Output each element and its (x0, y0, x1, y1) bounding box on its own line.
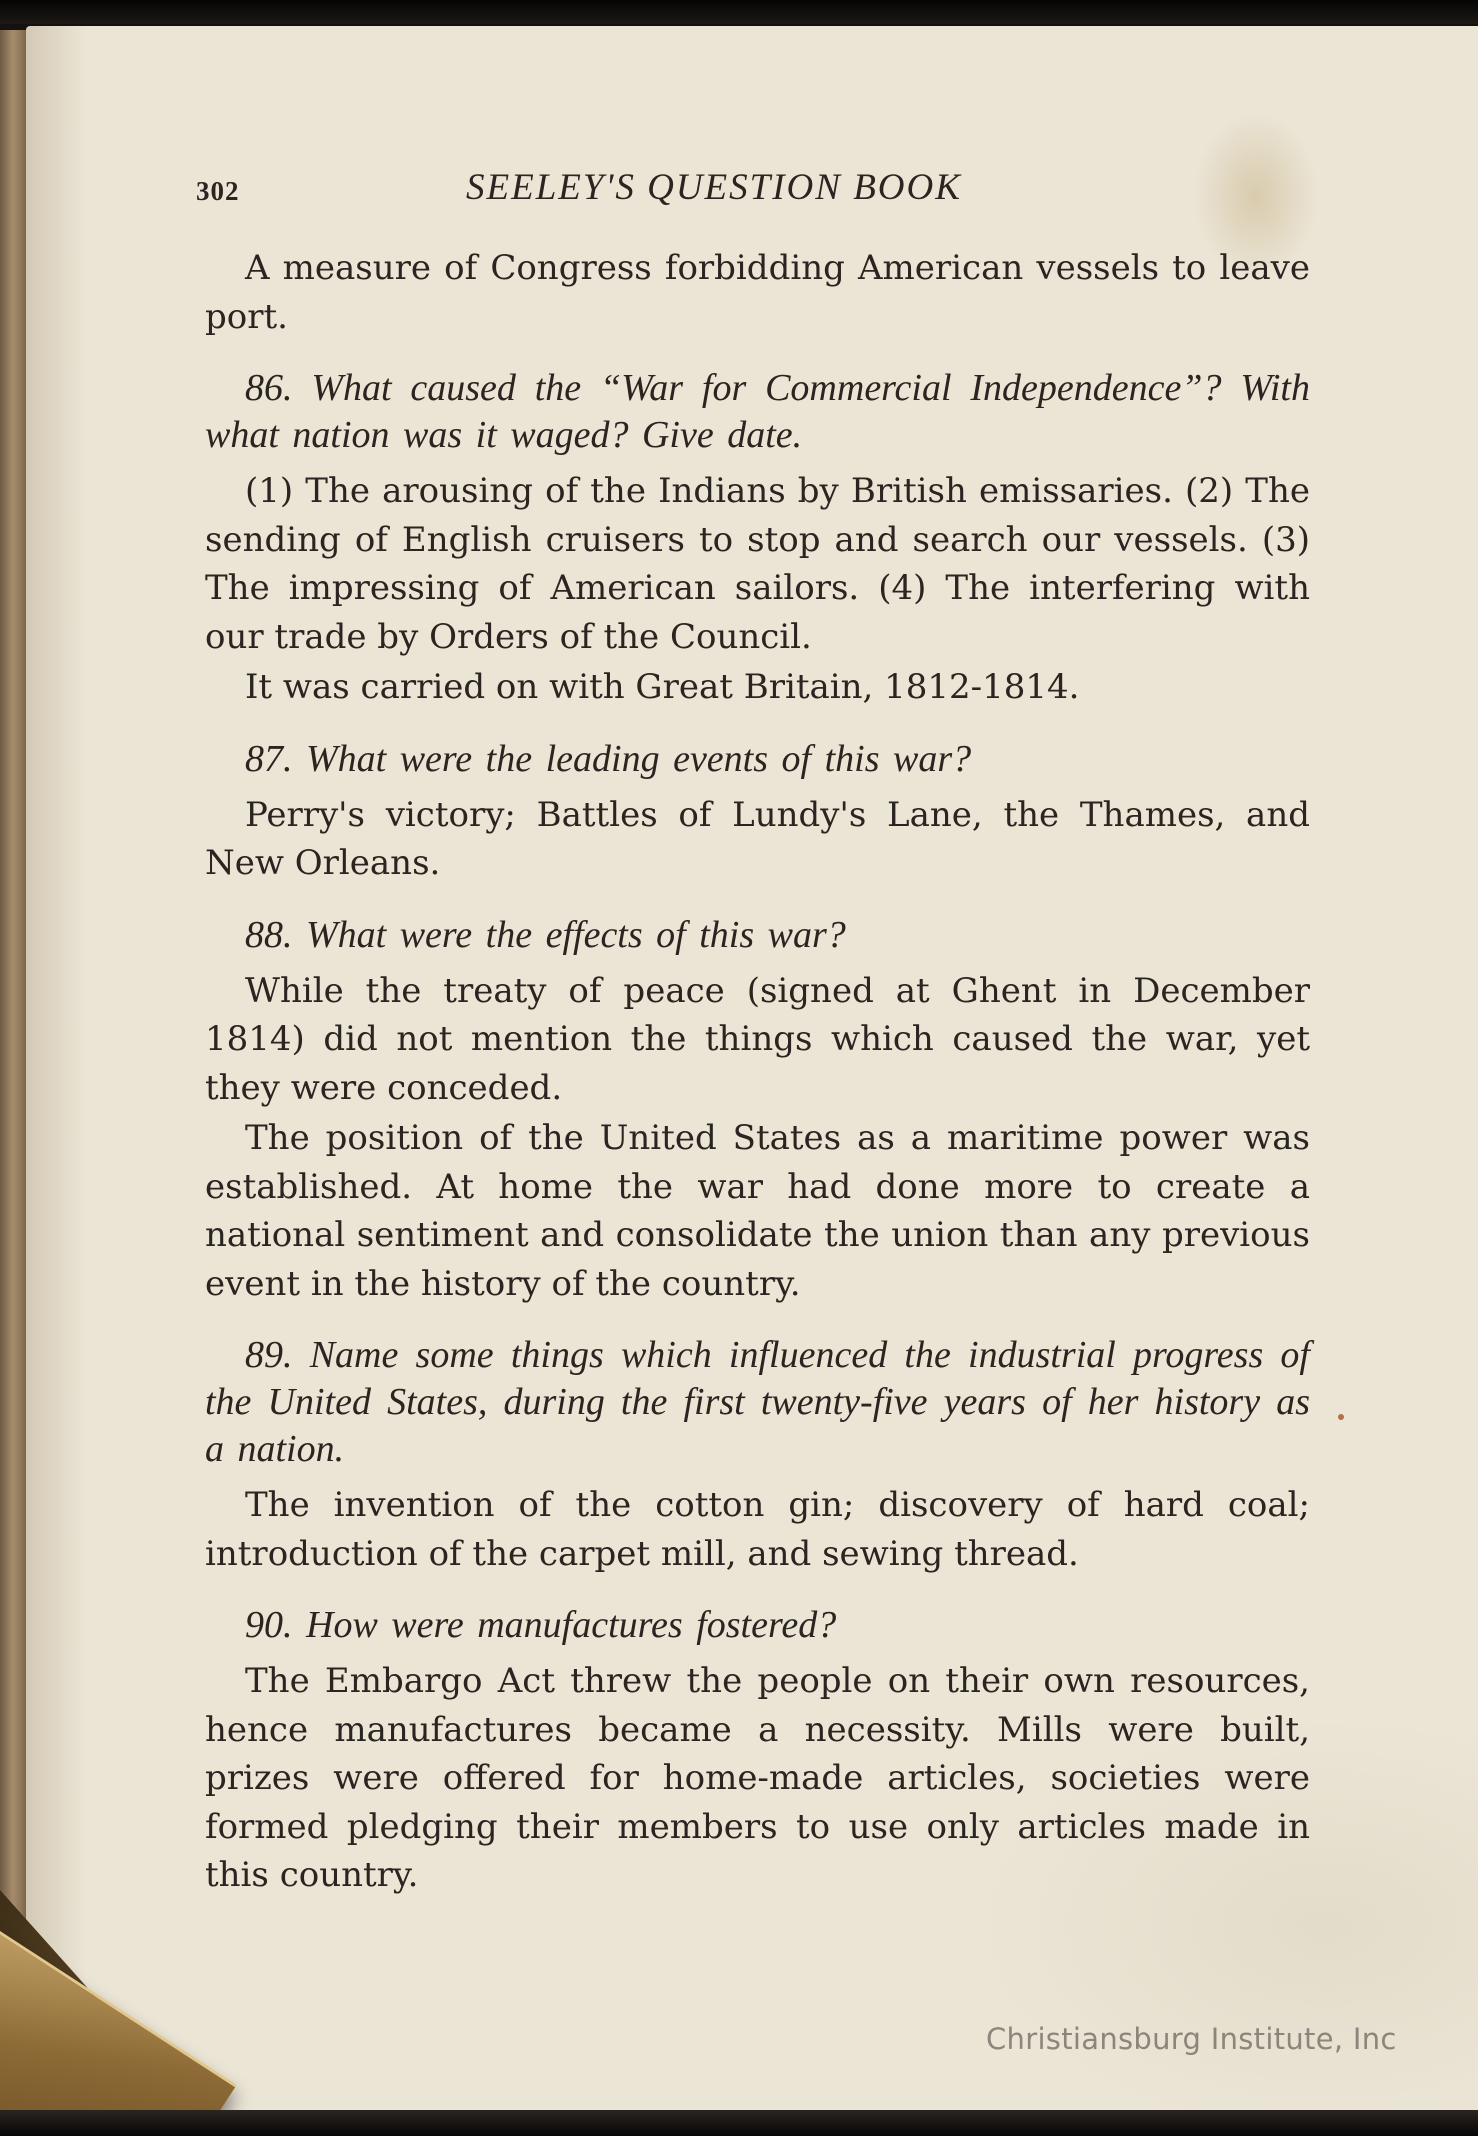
page-number: 302 (196, 176, 240, 206)
answer-paragraph: A measure of Congress forbidding American vessels to leave port. (205, 248, 1310, 337)
watermark-text: Christiansburg Institute, Inc (986, 2022, 1397, 2056)
question-90: 90. How were manufactures fostered? (245, 1604, 837, 1646)
answer-89: The invention of the cotton gin; discovery of hard coal; introduction of the carpet mill, and sewing thread. (205, 1485, 1310, 1574)
question-86: 86. What caused the “War for Commercial Independence”? With what nation was it waged? Give date. (205, 367, 1310, 456)
answer-90: The Embargo Act threw the people on their own resources, hence manufactures became a necessity. Mills were built, prizes were offered for home-made articles, societies were formed pledging their members to use only articles made in this country. (205, 1661, 1310, 1895)
ink-speck (1338, 1414, 1344, 1420)
running-head (196, 166, 1318, 210)
top-edge-shadow (0, 0, 1478, 24)
bottom-edge-shadow (0, 2110, 1478, 2136)
question-87: 87. What were the leading events of this war? (245, 737, 972, 780)
answer-87: Perry's victory; Battles of Lundy's Lane, the Thames, and New Orleans. (205, 794, 1310, 883)
answer-88: While the treaty of peace (signed at Ghent in December 1814) did not mention the things which caused the war, yet they were conceded. (205, 970, 1310, 1108)
page-body (205, 244, 1310, 1900)
answer-86: (1) The arousing of the Indians by British emissaries. (2) The sending of English cruisers to stop and search our vessels. (3) The impressing of American sailors. (4) The interfering with our trade by Orders of the Council. (205, 471, 1310, 657)
answer-86-date: It was carried on with Great Britain, 1812-1814. (245, 667, 1080, 707)
question-89: 89. Name some things which influenced the industrial progress of the United States, during the first twenty-five years of her history as a nation. (205, 1334, 1310, 1470)
question-88: 88. What were the effects of this war? (245, 913, 846, 956)
answer-88-continued: The position of the United States as a maritime power was established. At home the war had done more to create a national sentiment and consolidate the union than any previous event in the history of the country. (205, 1118, 1310, 1304)
book-title: SEELEY'S QUESTION BOOK (466, 167, 962, 208)
